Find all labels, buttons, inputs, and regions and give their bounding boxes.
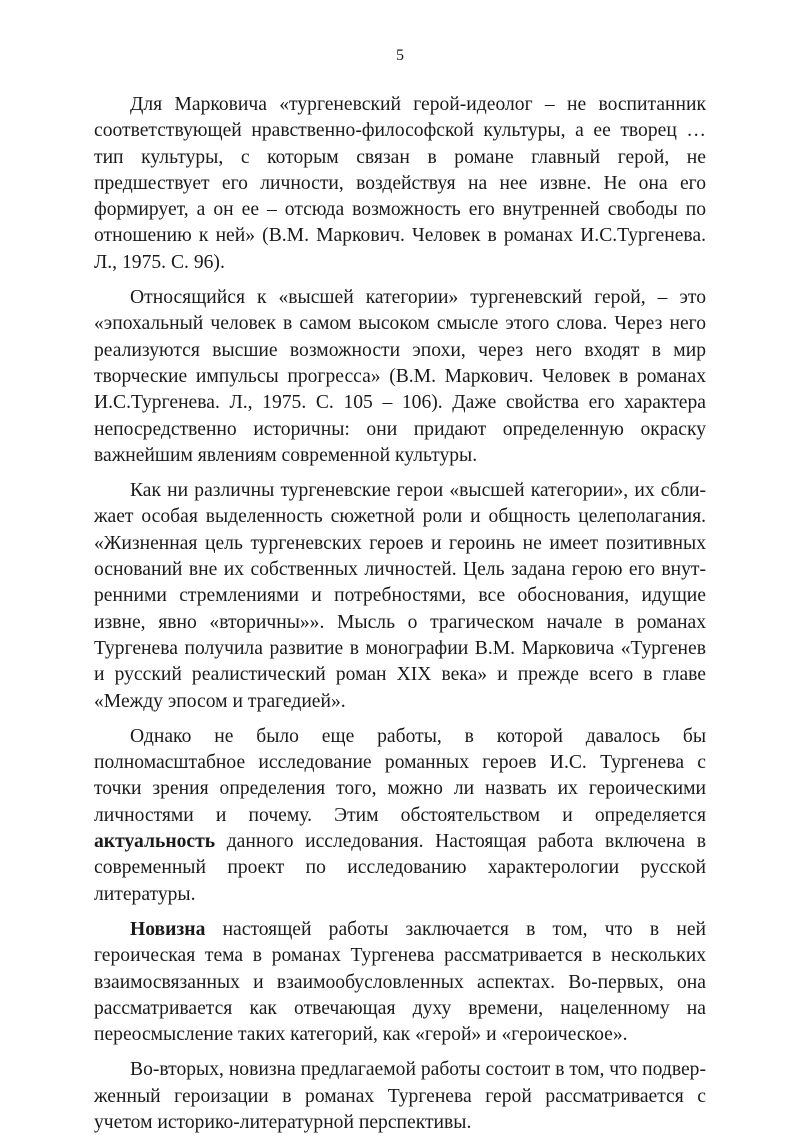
body-text xyxy=(94,92,706,1145)
term-novelty: Новизна xyxy=(130,918,206,940)
term-relevance: актуальность xyxy=(94,831,216,853)
paragraph-secondly: Во-вторых, новизна предлагаемой работы состоит в том, что подверженный героизации в романах Тургенева герой рассматривается с учетом историко-литературной перспективы. xyxy=(94,1059,706,1133)
paragraph-relevance-tail: данного исследования. Настоящая работа включена в современный проект по исследованию характерологии русской литературы. xyxy=(94,831,706,905)
paragraph-epochal-hero: Относящийся к «высшей категории» тургеневский герой, – это «эпохальный человек в самом высоком смысле этого слова. Через него реализуются высшие возможности эпохи, через него входят в мир творческие импульсы прогресса» (В.М. Маркович. Человек в романах И.С.Тургенева. Л., 1975. С. 105 – 106). Даже свойства его характера непосредственно историчны: они придают определенную окраску важнейшим явлениям современной культуры. xyxy=(94,287,706,466)
paragraph-relevance-lead: Однако не было еще работы, в которой давалось бы полномасштабное исследование романных героев И.С. Тургенева с точки зрения определения того, можно ли назвать их героическими личностями и почему. Этим обстоятельством и определяется xyxy=(94,725,706,826)
paragraph-markovich-hero-ideologue: Для Марковича «тургеневский герой-идеолог – не воспитанник соответствующей нравственно-философской культуры, а ее творец … тип культуры, с которым связан в романе главный герой, не предшествует его личности, воздействуя на нее извне. Не она его формирует, а он ее – отсюда возможность его внутренней свободы по отношению к ней» (В.М. Маркович. Человек в романах И.С.Тургенева. Л., 1975. С. 96). xyxy=(94,94,706,273)
paragraph-novelty-tail: настоящей работы заключается в том, что в ней героическая тема в романах Тургенева рассматривается в нескольких взаимосвязанных и взаимообусловленных аспектах. Во-первых, она рассматривается как отвечающая духу времени, нацеленному на переосмысление таких категорий, как «герой» и «героическое». xyxy=(94,918,706,1046)
paragraph-highest-category-heroes: Как ни различны тургеневские герои «высшей категории», их сближает особая выделенность сюжетной роли и общность целеполагания. «Жизненная цель тургеневских героев и героинь не имеет позитивных оснований вне их собственных личностей. Цель задана герою его внутренними стремлениями и потребностями, все обоснования, идущие извне, явно «вторичны»». Мысль о трагическом начале в романах Тургенева получила развитие в монографии В.М. Марковича «Тургенев и русский реалистический роман XIX века» и прежде всего в главе «Между эпосом и трагедией». xyxy=(94,480,706,712)
paragraph-relevance xyxy=(94,724,706,908)
paragraph-novelty xyxy=(94,917,706,1048)
page-number: 5 xyxy=(396,47,404,64)
